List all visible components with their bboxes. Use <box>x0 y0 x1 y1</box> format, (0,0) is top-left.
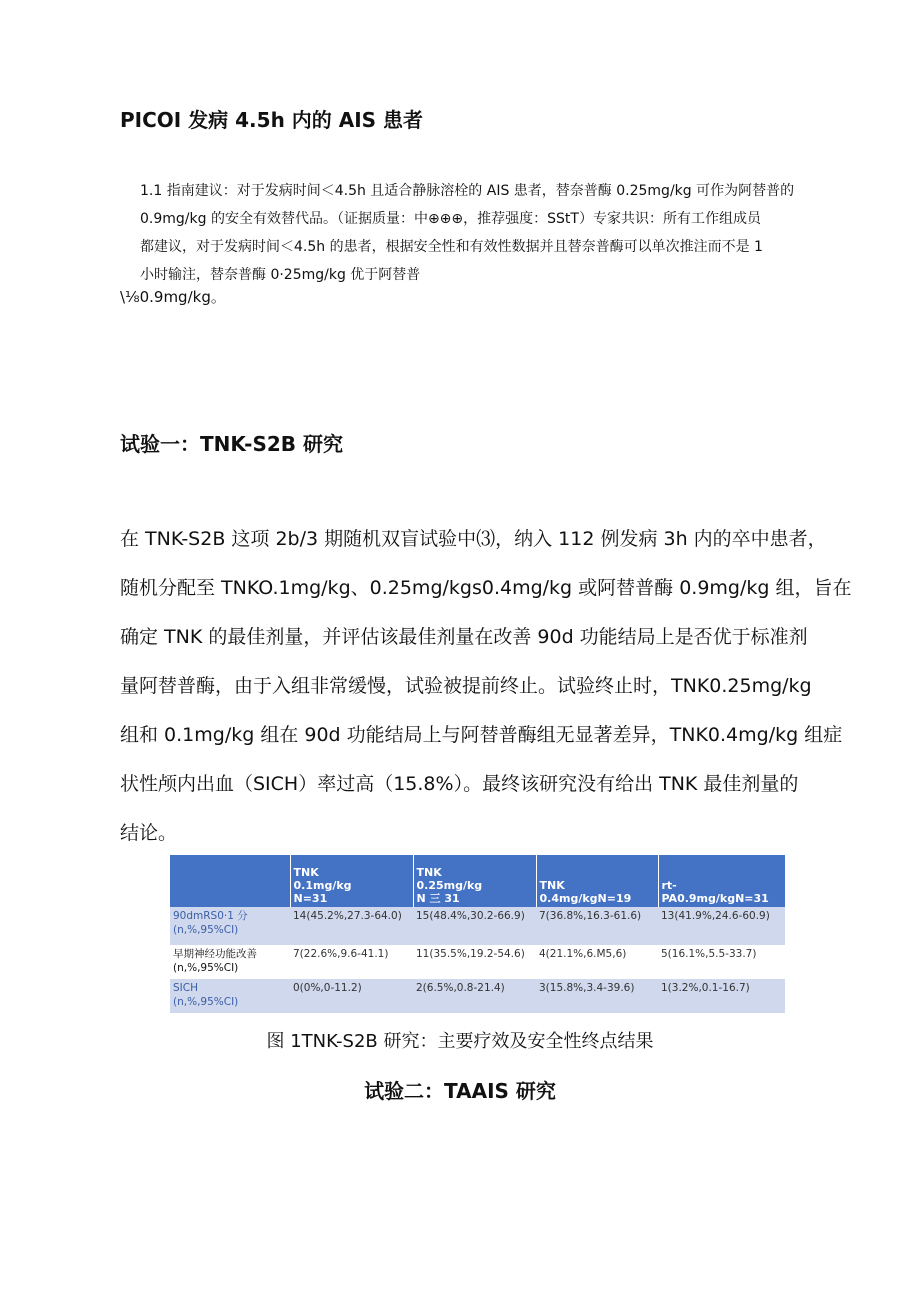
table-row <box>170 945 785 979</box>
results-table-container <box>170 855 785 1010</box>
table-row <box>170 907 785 945</box>
figure-caption: 图 1TNK-S2B 研究：主要疗效及安全性终点结果 <box>266 1031 654 1052</box>
paragraph-line: 量阿替普酶，由于入组非常缓慢，试验被提前终止。试验终止时，TNK0.25mg∕kg <box>120 675 812 697</box>
heading-trial1: 试验一：TNK-S2B 研究 <box>120 432 343 456</box>
table-cell: 0(0%,0-11.2) <box>290 979 413 1013</box>
paragraph-line: 确定 TNK 的最佳剂量，并评估该最佳剂量在改善 90d 功能结局上是否优于标准剂 <box>120 626 808 648</box>
table-cell: 7(22.6%,9.6-41.1) <box>290 945 413 979</box>
heading-trial2: 试验二：TAAIS 研究 <box>364 1079 556 1103</box>
table-cell: 7(36.8%,16.3-61.6) <box>536 907 658 945</box>
row-label: 90dmRS0·1 分 (n,%,95%CI) <box>170 907 290 945</box>
paragraph-line: 组和 0.1mg/kg 组在 90d 功能结局上与阿替普酶组无显著差异，TNK0.4mg∕kg 组症 <box>120 724 843 746</box>
table-cell: 1(3.2%,0.1-16.7) <box>658 979 785 1013</box>
guideline-line: 1.1 指南建议：对于发病时间＜4.5h 且适合静脉溶栓的 AIS 患者，替奈普酶 0.25mg/kg 可作为阿替普的 <box>140 183 795 199</box>
paragraph-line: 在 TNK-S2B 这项 2b∕3 期随机双盲试验中⑶，纳入 112 例发病 3h 内的卒中患者， <box>120 528 827 550</box>
row-label: 早期神经功能改善 (n,%,95%CI) <box>170 945 290 979</box>
paragraph-line: 结论。 <box>120 822 178 844</box>
guideline-line: 小时输注，替奈普酶 0·25mg/kg 优于阿替普 <box>140 267 421 283</box>
table-row <box>170 979 785 1013</box>
table-cell: 4(21.1%,6.M5,6) <box>536 945 658 979</box>
table-cell: 13(41.9%,24.6-60.9) <box>658 907 785 945</box>
table-cell: 3(15.8%,3.4-39.6) <box>536 979 658 1013</box>
header-tnk-025: TNK 0.25mg/kg N 三 31 <box>413 855 536 907</box>
results-table <box>170 855 786 1013</box>
guideline-line: 0.9mg/kg 的安全有效替代品。（证据质量：中⊕⊕⊕，推荐强度：SStT）专家共识：所有工作组成员 <box>140 211 761 227</box>
header-empty <box>170 855 290 907</box>
table-cell: 14(45.2%,27.3-64.0) <box>290 907 413 945</box>
header-tnk-04: TNK 0.4mg/kgN=19 <box>536 855 658 907</box>
paragraph-line: 随机分配至 TNKO.1mg/kg、0.25mg∕kgs0.4mg∕kg 或阿替普酶 0.9mg∕kg 组，旨在 <box>120 577 852 599</box>
header-tnk-01: TNK 0.1mg/kg N=31 <box>290 855 413 907</box>
heading-picoi: PICOI 发病 4.5h 内的 AIS 患者 <box>120 108 424 132</box>
table-cell: 11(35.5%,19.2-54.6) <box>413 945 536 979</box>
guideline-recommendation <box>140 177 860 289</box>
paragraph-line: 状性颅内出血（SICH）率过高（15.8%）。最终该研究没有给出 TNK 最佳剂量的 <box>120 773 799 795</box>
table-cell: 15(48.4%,30.2-66.9) <box>413 907 536 945</box>
table-header-row <box>170 855 785 907</box>
guideline-tail: \⅛0.9mg∕kg。 <box>120 288 226 306</box>
row-label: SICH (n,%,95%CI) <box>170 979 290 1013</box>
guideline-line: 都建议，对于发病时间＜4.5h 的患者，根据安全性和有效性数据并且替奈普酶可以单次推注而不是 1 <box>140 239 763 255</box>
header-rtpa: rt-PA0.9mg/kgN=31 <box>658 855 785 907</box>
table-cell: 5(16.1%,5.5-33.7) <box>658 945 785 979</box>
trial1-paragraph <box>120 515 850 858</box>
table-cell: 2(6.5%,0.8-21.4) <box>413 979 536 1013</box>
